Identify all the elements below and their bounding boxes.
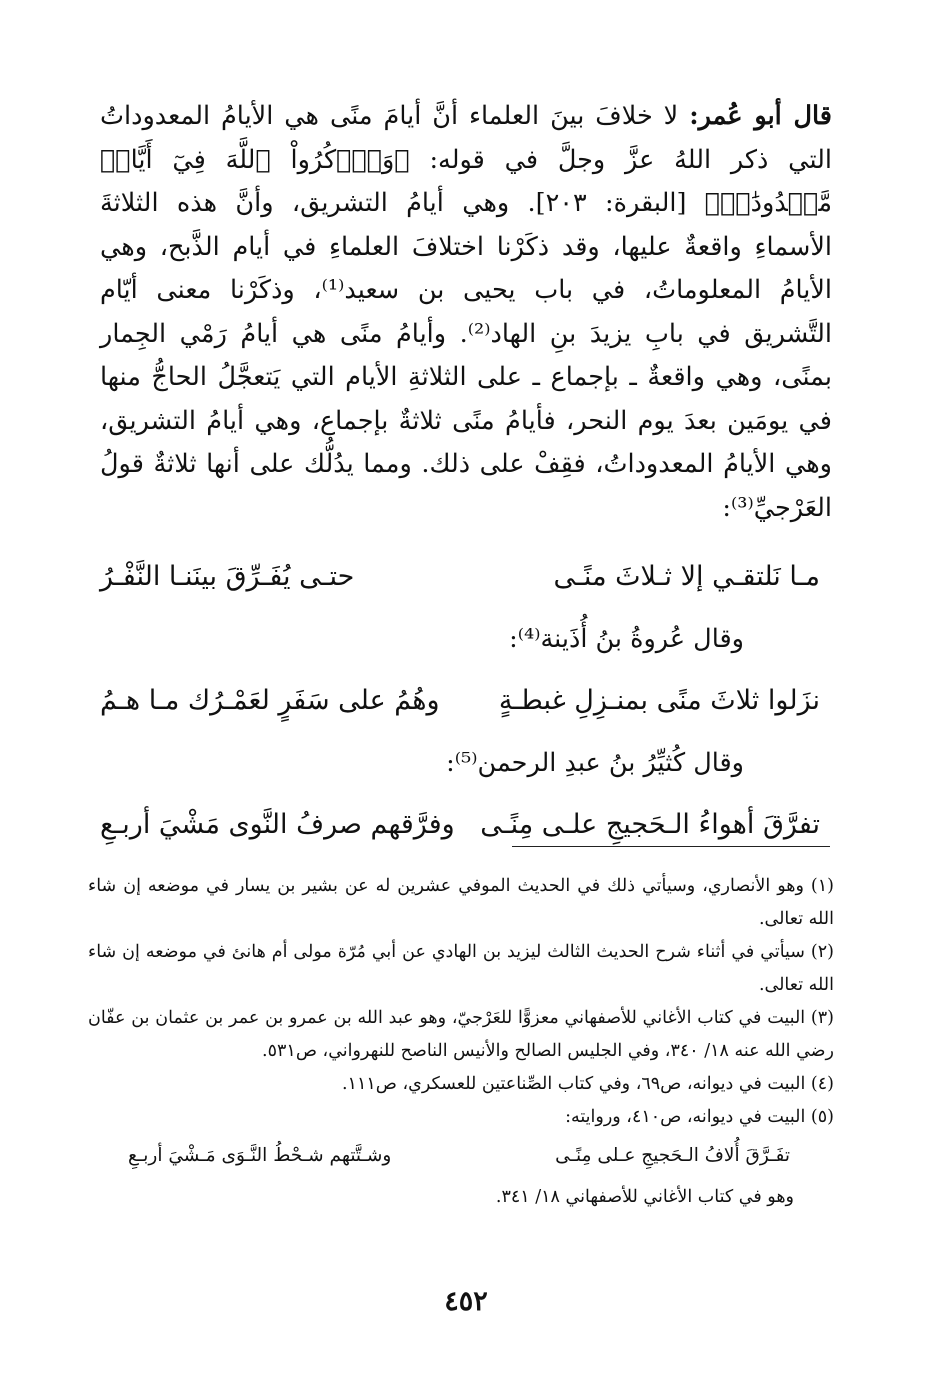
verse-2-first-hemistich: نزَلوا ثلاثَ منًى بمنـزِلِ غبطـةٍ: [498, 685, 820, 716]
paragraph-lead: قال أبو عُمر:: [689, 101, 832, 131]
verse-3-first-hemistich: تفرَّقَ أهواءُ الـحَجيجِ علـى مِنًـى: [480, 809, 820, 840]
footnote-5-source: وهو في كتاب الأغاني للأصفهاني ١٨/ ٣٤١.: [495, 1187, 794, 1207]
verse-2-second-hemistich: وهُمُ على سَفَرٍ لعَمْـرُك مـا هـمُ: [100, 685, 440, 716]
footnotes: [88, 870, 834, 1216]
footnote-3: (٣) البيت في كتاب الأغاني للأصفهاني معزوًّا للعَرْجيّ، وهو عبد الله بن عمرو بن عمر بن عثمان بن عفّان رضي الله عنه ١٨/ ٣٤٠، وفي الجليس الصالح والأنيس الناصح للنهرواني، ص٥٣١.: [88, 1008, 834, 1061]
verse-1-first-hemistich: مـا نَلتقـي إلا ثـلاثَ منًـى: [553, 561, 820, 592]
body-paragraph: [100, 95, 832, 530]
footnote-2: (٢) سيأتي في أثناء شرح الحديث الثالث ليزيد بن الهادي عن أبي مُرّة مولى أم هانئ في موضعه إن شاء الله تعالى.: [88, 942, 834, 995]
paragraph-text: لا خلافَ بينَ العلماء أنَّ أيامَ منًى هي الأيامُ المعدوداتُ التي ذكر اللهُ عزَّ وجلَّ في قوله: ﴿وَٱذۡكُرُواْ ٱللَّهَ فِيٓ أَيَّامٖ مَّعۡدُودَٰتٖ﴾ [البقرة: ٢٠٣]. وهي أيامُ التشريق، وأنَّ هذه الثلاثةَ الأسماءِ واقعةٌ عليها، وقد ذكَرْنا اختلافَ العلماءِ في أيام الذَّبح، وهي الأيامُ المعلوماتُ، في باب يحيى بن سعيد⁽¹⁾، وذكَرْنا معنى أيّام التَّشريق في بابِ يزيدَ بنِ الهاد⁽²⁾. وأيامُ منًى هي أيامُ رَمْي الجِمار بمنًى، وهي واقعةٌ ـ بإجماع ـ على الثلاثةِ الأيام التي يَتعجَّلُ الحاجُّ منها في يومَين بعدَ يوم النحر، فأيامُ منًى ثلاثةٌ بإجماع، وهي أيامُ التشريق، وهي الأيامُ المعدوداتُ، فقِفْ على ذلك. ومما يدُلُّك على أنها ثلاثةٌ قولُ العَرْجيِّ⁽³⁾:: [100, 101, 832, 523]
verse-3: [100, 792, 832, 858]
footnote-5-verse: [88, 1134, 834, 1178]
footnote-verse-first-hemistich: تفَـرَّقَ أُلافُ الـحَجيجِ عـلى مِنًـى: [555, 1145, 790, 1166]
verse-3-intro: وقال كُثيِّرُ بنُ عبدِ الرحمن⁽⁵⁾:: [446, 748, 744, 778]
verse-2: [100, 668, 832, 734]
footnote-1: (١) وهو الأنصاري، وسيأتي ذلك في الحديث الموفي عشرين له عن بشير بن يسار في موضعه إن شاء الله تعالى.: [88, 876, 834, 929]
verse-1: [100, 544, 832, 610]
footnote-4: (٤) البيت في ديوانه، ص٦٩، وفي كتاب الصِّناعتين للعسكري، ص١١١.: [341, 1074, 834, 1094]
verse-1-second-hemistich: حتـى يُفَـرِّقَ بينَنـا النَّفْـرُ: [100, 561, 355, 592]
main-text: [100, 95, 832, 858]
footnote-verse-second-hemistich: وشـتَّتهم شـحْطُ النَّـوَى مَـشْيَ أربـعِ: [128, 1145, 392, 1166]
verse-2-intro: وقال عُروةُ بنُ أُذَينة⁽⁴⁾:: [509, 624, 744, 654]
page-number: ٤٥٢: [444, 1286, 488, 1317]
footnote-divider: [512, 846, 830, 847]
footnote-5: (٥) البيت في ديوانه، ص٤١٠، وروايته:: [565, 1107, 834, 1127]
verse-3-second-hemistich: وفرَّقهم صرفُ النَّوى مَشْيَ أربـعِ: [100, 809, 455, 840]
